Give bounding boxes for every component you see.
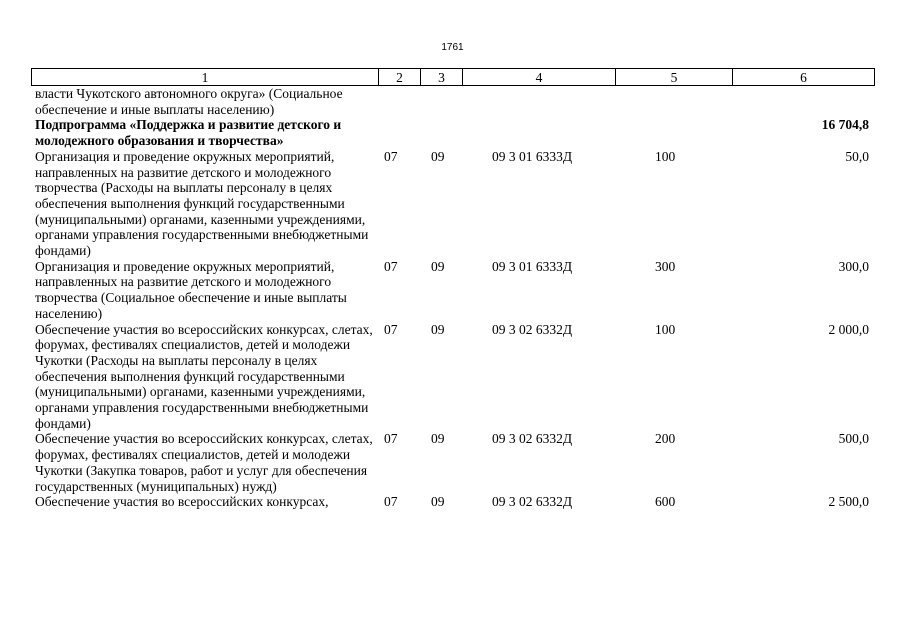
cell-target-article: 09 3 01 6333Д xyxy=(492,258,573,274)
cell-expense-type: 300 xyxy=(655,258,676,274)
cell-description: Организация и проведение окружных мероприятий, направленных на развитие детского и молодежного творчества (Социальное обеспечение и иные выплаты населению) xyxy=(35,258,347,321)
cell-razdel: 07 xyxy=(384,494,398,510)
cell-podrazdel: 09 xyxy=(431,258,445,274)
table-row xyxy=(31,431,875,494)
cell-expense-type: 100 xyxy=(655,321,676,337)
page-number: 1761 xyxy=(441,42,464,53)
cell-amount: 300,0 xyxy=(838,258,869,274)
table-header xyxy=(31,68,875,86)
cell-target-article: 09 3 01 6333Д xyxy=(492,148,573,164)
table-row xyxy=(31,117,875,148)
cell-podrazdel: 09 xyxy=(431,321,445,337)
cell-razdel: 07 xyxy=(384,321,398,337)
cell-target-article: 09 3 02 6332Д xyxy=(492,494,573,510)
header-col-6: 6 xyxy=(732,68,875,86)
cell-razdel: 07 xyxy=(384,258,398,274)
cell-amount: 500,0 xyxy=(838,431,869,447)
cell-description: Обеспечение участия во всероссийских конкурсах, слетах, форумах, фестивалях специалистов, детей и молодежи Чукотки (Расходы на выплаты персоналу в целях обеспечения выполнения функций государственными (муниципальными) органами, казенными учреждениями, органами управления государственными внебюджетными фондами) xyxy=(35,321,373,431)
cell-podrazdel: 09 xyxy=(431,494,445,510)
cell-podrazdel: 09 xyxy=(431,148,445,164)
cell-razdel: 07 xyxy=(384,431,398,447)
header-col-1: 1 xyxy=(31,68,378,86)
table-row xyxy=(31,86,875,117)
cell-expense-type: 200 xyxy=(655,431,676,447)
cell-podrazdel: 09 xyxy=(431,431,445,447)
cell-target-article: 09 3 02 6332Д xyxy=(492,431,573,447)
cell-amount: 16 704,8 xyxy=(821,117,869,133)
cell-amount: 2 500,0 xyxy=(828,494,869,510)
budget-table-body xyxy=(31,86,875,510)
cell-description: Подпрограмма «Поддержка и развитие детского и молодежного образования и творчества» xyxy=(35,117,342,149)
cell-amount: 50,0 xyxy=(845,148,869,164)
header-col-3: 3 xyxy=(420,68,462,86)
table-row xyxy=(31,149,875,259)
cell-amount: 2 000,0 xyxy=(828,321,869,337)
cell-expense-type: 600 xyxy=(655,494,676,510)
cell-description: Обеспечение участия во всероссийских конкурсах, слетах, форумах, фестивалях специалистов, детей и молодежи Чукотки (Закупка товаров, работ и услуг для обеспечения государственных (муниципальных) нужд) xyxy=(35,431,373,494)
cell-razdel: 07 xyxy=(384,148,398,164)
cell-target-article: 09 3 02 6332Д xyxy=(492,321,573,337)
table-row xyxy=(31,322,875,432)
cell-description: Обеспечение участия во всероссийских конкурсах, xyxy=(35,494,329,510)
cell-description: Организация и проведение окружных мероприятий, направленных на развитие детского и молодежного творчества (Расходы на выплаты персоналу в целях обеспечения выполнения функций государственными (муниципальными) органами, казенными учреждениями, органами управления государственными внебюджетными фондами) xyxy=(35,148,369,259)
header-col-5: 5 xyxy=(615,68,732,86)
table-row xyxy=(31,494,875,510)
table-row xyxy=(31,259,875,322)
header-col-2: 2 xyxy=(378,68,420,86)
cell-description: власти Чукотского автономного округа» (Социальное обеспечение и иные выплаты населению) xyxy=(35,86,343,117)
cell-expense-type: 100 xyxy=(655,148,676,164)
header-col-4: 4 xyxy=(462,68,615,86)
